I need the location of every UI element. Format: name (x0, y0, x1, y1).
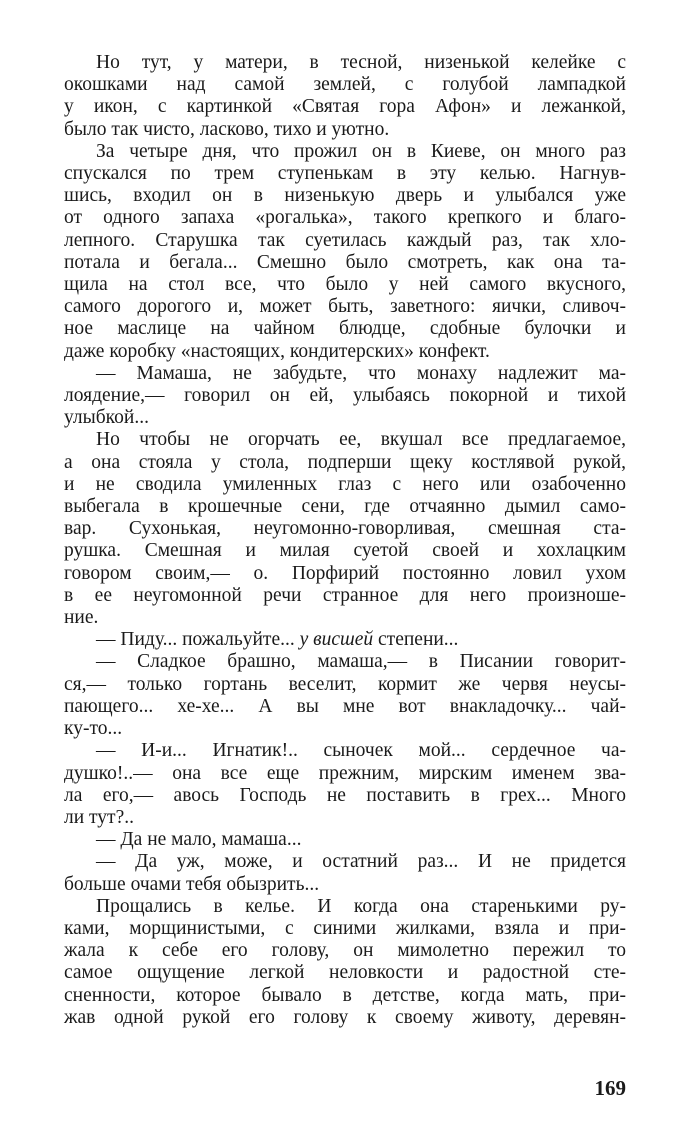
book-page (64, 52, 626, 1029)
text-line: — Мамаша, не забудьте, что монаху надлежит ма- (96, 362, 626, 384)
text-line: самое ощущение легкой неловкости и радостной сте- (64, 962, 626, 984)
text-line: Но тут, у матери, в тесной, низенькой келейке с (96, 52, 626, 73)
text-line: пающего... хе-хе... А вы мне вот внакладочку... чай- (64, 695, 626, 717)
paragraph-2 (64, 141, 626, 363)
text-line: лепного. Старушка так суетилась каждый раз, так хло- (64, 229, 626, 251)
text-line: рушка. Смешная и милая суетой своей и хохлацким (64, 540, 626, 562)
paragraph-8 (64, 829, 626, 851)
text-line: — Сладкое брашно, мамаша,— в Писании говорит- (96, 651, 626, 673)
text-line: было так чисто, ласково, тихо и уютно. (64, 118, 390, 140)
text-line: в ее неугомонной речи странное для него произноше- (64, 584, 626, 606)
text-line: Прощались в келье. И когда она старенькими ру- (96, 895, 626, 917)
italic-text: у висшей (299, 629, 374, 651)
text-line: у икон, с картинкой «Святая гора Афон» и лежанкой, (64, 96, 626, 118)
text-line: — Да не мало, мамаша... (96, 829, 302, 851)
text-line: окошками над самой землей, с голубой лампадкой (64, 74, 626, 96)
paragraph-3 (64, 363, 626, 430)
text-line: а она стояла у стола, подперши щеку костлявой рукой, (64, 451, 626, 473)
text-line: больше очами тебя обызрить... (64, 873, 320, 895)
text-line: улыбкой... (64, 407, 149, 429)
text-line: ками, морщинистыми, с синими жилками, взяла и при- (64, 917, 626, 939)
text-line: ное маслице на чайном блюдце, сдобные булочки и (64, 318, 626, 340)
text-line: жав одной рукой его голову к своему животу, деревян- (64, 1006, 626, 1028)
paragraph-4 (64, 429, 626, 629)
text-line: щила на стол все, что было у ней самого вкусного, (64, 274, 626, 296)
text-line: выбегала в крошечные сени, где отчаянно дымил само- (64, 496, 626, 518)
text-line: шись, входил он в низенькую дверь и улыбался уже (64, 185, 626, 207)
text-line: душко!..— она все еще прежним, мирским именем зва- (64, 762, 626, 784)
text-line: Но чтобы не огорчать ее, вкушал все предлагаемое, (96, 429, 626, 451)
text-segment: — Пиду... пожальуйте... (96, 629, 300, 651)
paragraph-9 (64, 851, 626, 895)
text-line: самого дорогого и, может быть, заветного: яички, сливоч- (64, 296, 626, 318)
text-line: ся,— только гортань веселит, кормит же червя неусы- (64, 673, 626, 695)
text-line: — И-и... Игнатик!.. сыночек мой... сердечное ча- (96, 740, 626, 762)
paragraph-5 (64, 629, 626, 651)
text-line: За четыре дня, что прожил он в Киеве, он много раз (96, 140, 626, 162)
text-line: от одного запаха «рогалька», такого крепкого и благо- (64, 207, 626, 229)
text-line: ла его,— авось Господь не поставить в грех... Много (64, 784, 626, 806)
text-line: ку-то... (64, 718, 123, 740)
text-line: лоядение,— говорил он ей, улыбаясь покорной и тихой (64, 385, 626, 407)
paragraph-7 (64, 740, 626, 829)
page-number: 169 (594, 1076, 626, 1100)
text-segment: степени... (373, 629, 459, 651)
paragraph-1 (64, 52, 626, 141)
text-line: ние. (64, 607, 99, 629)
paragraph-6 (64, 651, 626, 740)
text-line: и не сводила умиленных глаз с него или озабоченно (64, 473, 626, 495)
text-line: вар. Сухонькая, неугомонно-говорливая, смешная ста- (64, 518, 626, 540)
text-line (64, 629, 626, 651)
text-line: — Да уж, може, и остатний раз... И не придется (96, 851, 626, 873)
text-line: ли тут?.. (64, 806, 134, 828)
text-line: жала к себе его голову, он мимолетно пережил то (64, 940, 626, 962)
text-line: даже коробку «настоящих, кондитерских» конфект. (64, 340, 490, 362)
text-line: потала и бегала... Смешно было смотреть, как она та- (64, 251, 626, 273)
text-line: спускался по трем ступенькам в эту келью. Нагнув- (64, 163, 626, 185)
text-line: говором своим,— о. Порфирий постоянно ловил ухом (64, 562, 626, 584)
text-line: сненности, которое бывало в детстве, когда мать, при- (64, 984, 626, 1006)
paragraph-10 (64, 896, 626, 1029)
